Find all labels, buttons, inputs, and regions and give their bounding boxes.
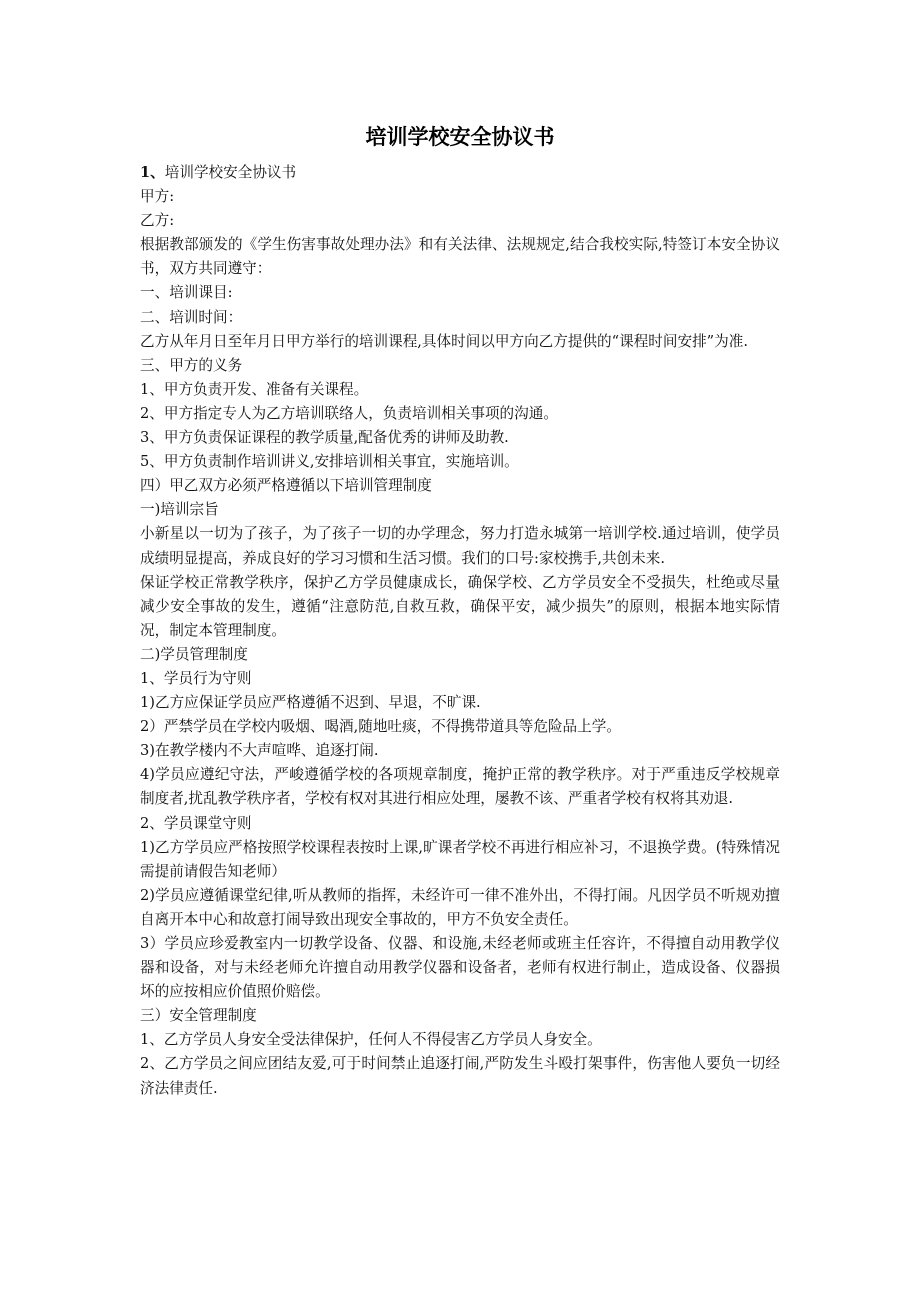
paragraph: 2）严禁学员在学校内吸烟、喝酒,随地吐痰，不得携带道具等危险品上学。 [140, 718, 621, 736]
document-body [140, 161, 780, 1101]
paragraph: 甲方: [140, 188, 175, 206]
paragraph: 1、乙方学员人身安全受法律保护，任何人不得侵害乙方学员人身安全。 [140, 1031, 602, 1049]
paragraph: 5、甲方负责制作培训讲义,安排培训相关事宜，实施培训。 [140, 453, 519, 471]
paragraph: 2)学员应遵循课堂纪律,听从教师的指挥，未经许可一律不准外出，不得打闹。凡因学员不听规劝擅自离开本中心和故意打闹导致出现安全事故的，甲方不负安全责任。 [140, 886, 780, 928]
paragraph: 4)学员应遵纪守法，严峻遵循学校的各项规章制度，掩护正常的教学秩序。对于严重违反学校规章制度者,扰乱教学秩序者，学校有权对其进行相应处理，屡教不该、严重者学校有权将其劝退. [140, 766, 780, 808]
paragraph: 一)培训宗旨 [140, 501, 219, 519]
paragraph: 乙方从年月日至年月日甲方举行的培训课程,具体时间以甲方向乙方提供的“课程时间安排”为准. [140, 332, 748, 350]
paragraph: 2、学员课堂守则 [140, 814, 252, 832]
paragraph: 2、甲方指定专人为乙方培训联络人，负责培训相关事项的沟通。 [140, 404, 558, 422]
document-title: 培训学校安全协议书 [365, 125, 555, 149]
paragraph: 三、甲方的义务 [140, 356, 243, 374]
paragraph: 2、乙方学员之间应团结友爱,可于时间禁止追逐打闹,严防发生斗殴打架事件，伤害他人要负一切经济法律责任. [140, 1055, 780, 1097]
paragraph: 乙方: [140, 212, 175, 230]
paragraph: 3、甲方负责保证课程的教学质量,配备优秀的讲师及助教. [140, 429, 509, 447]
paragraph: 1、甲方负责开发、准备有关课程。 [140, 380, 369, 398]
paragraph: 二、培训时间： [140, 308, 243, 326]
paragraph: 一、培训课目: [140, 284, 233, 302]
paragraph: 四）甲乙双方必须严格遵循以下培训管理制度 [140, 477, 432, 495]
paragraph: 三）安全管理制度 [140, 1007, 257, 1025]
paragraph: 保证学校正常教学秩序，保护乙方学员健康成长，确保学校、乙方学员安全不受损失，杜绝或尽量减少安全事故的发生，遵循“注意防范,自救互救，确保平安，减少损失”的原则，根据本地实际情况，制定本管理制度。 [140, 573, 780, 639]
paragraph: 根据教部颁发的《学生伤害事故处理办法》和有关法律、法规规定,结合我校实际,特签订本安全协议书，双方共同遵守： [140, 236, 780, 278]
paragraph: 1)乙方应保证学员应严格遵循不迟到、早退，不旷课. [140, 694, 481, 712]
paragraph: 3)在教学楼内不大声喧哗、追逐打闹. [140, 742, 379, 760]
paragraph: 1、学员行为守则 [140, 669, 252, 687]
paragraph: 1)乙方学员应严格按照学校课程表按时上课,旷课者学校不再进行相应补习，不退换学费。(特殊情况需提前请假告知老师） [140, 838, 780, 880]
paragraph: 小新星以一切为了孩子，为了孩子一切的办学理念，努力打造永城第一培训学校.通过培训，使学员成绩明显提高，养成良好的学习习惯和生活习惯。我们的口号:家校携手,共创未来. [140, 525, 780, 567]
paragraph: 二)学员管理制度 [140, 645, 248, 663]
paragraph: 1、培训学校安全协议书 [140, 164, 297, 181]
paragraph: 3）学员应珍爱教室内一切教学设备、仪器、和设施,未经老师或班主任容许，不得擅自动用教学仪器和设备，对与未经老师允许擅自动用教学仪器和设备者，老师有权进行制止，造成设备、仪器损坏的应按相应价值照价赔偿。 [140, 935, 780, 1001]
